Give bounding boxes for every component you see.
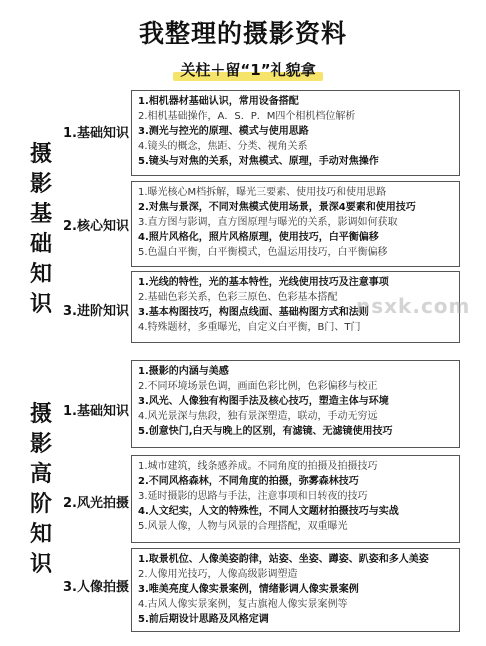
list-item: 2.不同风格森林，不同角度的拍摄，弥雾森林技巧 [138, 476, 359, 487]
section-label-basic [26, 140, 56, 320]
section-label-char: 高 [29, 462, 52, 487]
section-label-char: 影 [29, 172, 52, 197]
group-label: 1.基础知识 [63, 404, 129, 419]
section-label-char: 知 [29, 262, 52, 287]
list-item: 1.取景机位、人像美姿韵律，站姿、坐姿、蹲姿、趴姿和多人美姿 [138, 554, 429, 565]
list-item: 4.特殊题材，多重曝光，自定义白平衡，B门、T门 [138, 322, 361, 333]
list-item: 2.相机基础操作，A．S．P．M四个相机档位解析 [138, 111, 356, 122]
section-label-char: 础 [29, 232, 52, 257]
list-item: 5.镜头与对焦的关系，对焦模式、原理，手动对焦操作 [138, 156, 379, 167]
list-item: 5.风景人像，人物与风景的合理搭配，双重曝光 [138, 521, 348, 532]
section-label-char: 阶 [29, 492, 52, 517]
list-item: 4.人文纪实，人文的特殊性，不同人文题材拍摄技巧与实战 [138, 506, 399, 517]
list-item: 2.不同环境场景色调，画面色彩比例，色彩偏移与校正 [138, 381, 378, 392]
section-label-char: 摄 [29, 142, 52, 167]
list-item: 3.唯美亮度人像实景案例，情绪影调人像实景案例 [138, 584, 359, 595]
list-item: 4.风光景深与焦段，独有景深塑造，联动，手动无穷远 [138, 411, 378, 422]
group-box [131, 181, 460, 267]
list-item: 3.风光、人像独有构图手法及核心技巧，塑造主体与环境 [138, 396, 389, 407]
group-label: 3.人像拍摄 [63, 580, 129, 595]
section-label-char: 识 [29, 552, 52, 577]
section-label-advanced [26, 400, 56, 580]
list-item: 3.测光与控光的原理、模式与使用思路 [138, 126, 309, 137]
page-title: 我整理的摄影资料 [138, 19, 347, 48]
group-label: 2.核心知识 [63, 219, 129, 234]
group-label: 3.进阶知识 [63, 304, 129, 319]
list-item: 4.照片风格化，照片风格原理，使用技巧，白平衡偏移 [138, 232, 379, 243]
list-item: 2.人像用光技巧，人像高级影调塑造 [138, 569, 298, 580]
section-label-char: 影 [29, 432, 52, 457]
list-item: 5.创意快门,白天与晚上的区别，有滤镜、无滤镜使用技巧 [138, 426, 393, 437]
list-item: 2.基础色彩关系，色彩三原色、色彩基本搭配 [138, 292, 338, 303]
group-box [131, 90, 460, 176]
list-item: 5.前后期设计思路及风格定调 [138, 614, 269, 625]
list-item: 1.曝光核心M档拆解，曝光三要素、使用技巧和使用思路 [138, 187, 387, 198]
section-label-char: 基 [29, 202, 52, 227]
group-label: 1.基础知识 [63, 126, 129, 141]
list-item: 5.色温白平衡，白平衡模式，色温运用技巧，白平衡偏移 [138, 247, 388, 258]
list-item: 3.基本构图技巧，构图点线面、基础构图方式和法则 [138, 307, 369, 318]
list-item: 4.古风人像实景案例，复古旗袍人像实景案例等 [138, 599, 348, 610]
group-box [131, 548, 460, 632]
list-item: 1.相机器材基础认识，常用设备搭配 [138, 96, 299, 107]
subtitle-text: 关柱＋留“1”礼貌拿 [180, 61, 316, 79]
list-item: 3.直方图与影调，直方图原理与曝光的关系，影调如何获取 [138, 217, 398, 228]
list-item: 4.镜头的概念，焦距、分类、视角关系 [138, 141, 308, 152]
group-box [131, 360, 460, 448]
group-label: 2.风光拍摄 [63, 496, 129, 511]
list-item: 3.延时摄影的思路与手法，注意事项和日转夜的技巧 [138, 491, 368, 502]
section-label-char: 识 [29, 292, 52, 317]
group-box [131, 455, 460, 543]
subtitle [163, 56, 333, 84]
list-item: 1.城市建筑，线条感养成。不同角度的拍摄及拍摄技巧 [138, 461, 378, 472]
list-item: 2.对焦与景深，不同对焦模式使用场景，景深4要素和使用技巧 [138, 202, 416, 213]
section-label-char: 知 [29, 522, 52, 547]
list-item: 1.光线的特性，光的基本特性，光线使用技巧及注意事项 [138, 277, 389, 288]
section-label-char: 摄 [29, 402, 52, 427]
list-item: 1.摄影的内涵与美感 [138, 366, 229, 377]
watermark: nsxk.com [356, 294, 471, 318]
